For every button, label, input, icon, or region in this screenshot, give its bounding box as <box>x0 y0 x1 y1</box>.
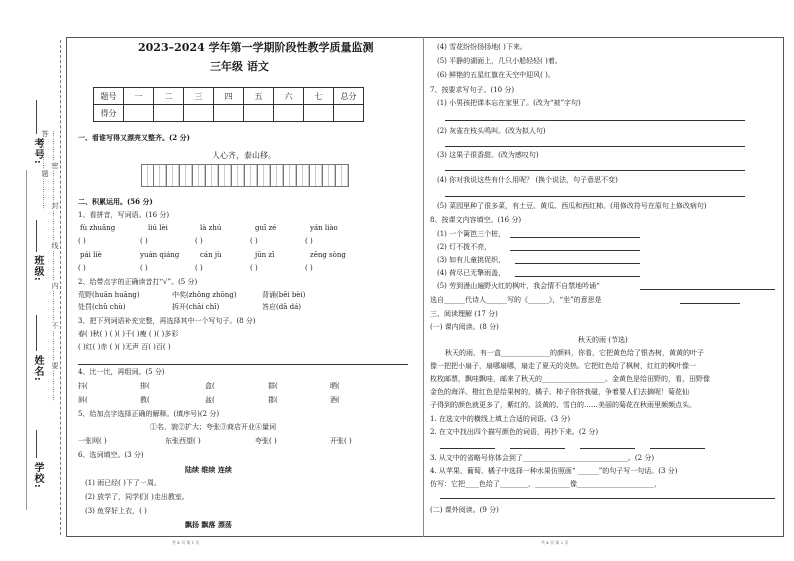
passage-line: 像一把把小扇子，扇哪扇哪，扇走了夏天的炎热。它把红色给了枫树，红红的枫叶像一 <box>430 362 696 370</box>
q1-copy-text: 人心齐，泰山移。 <box>212 151 276 160</box>
cut-line <box>60 40 61 535</box>
answer-line[interactable] <box>445 196 745 197</box>
exam-number-label: 考号: <box>32 138 43 165</box>
answer-line[interactable] <box>510 448 565 449</box>
idiom-line[interactable]: ( )红( )赤 ( )( )无声 百( )百( ) <box>78 343 171 351</box>
fill-item[interactable]: (3) 鱼穿好上衣，( ) <box>85 507 147 515</box>
passage-line: 金色的海洋。橙红色是给果树的，橘子、柿子你挤我碰，争着要人们去摘呢！菊花仙 <box>430 388 689 396</box>
score-header-cell: 一 <box>124 88 154 105</box>
score-cell[interactable] <box>184 105 214 122</box>
answer-line[interactable] <box>580 448 635 449</box>
exam-number-line <box>36 100 37 134</box>
q8-heading: 8、按课文内容填空。(16 分) <box>430 216 522 224</box>
fill-item[interactable]: (2) 放学了，同学们( )走出教室。 <box>85 493 189 501</box>
compare-item[interactable]: 教( <box>140 396 150 404</box>
name-line <box>36 315 37 351</box>
pinyin: cán jù <box>200 251 222 259</box>
compare-item[interactable]: 盆( <box>205 396 215 404</box>
score-header-cell: 五 <box>244 88 274 105</box>
compare-item[interactable]: 郡( <box>268 396 278 404</box>
score-header-cell: 七 <box>304 88 334 105</box>
pinyin: jūn zī <box>255 251 275 259</box>
score-header-cell: 六 <box>274 88 304 105</box>
rewrite-item: (1) 小男孩把课本忘在家里了。(改为“被”字句) <box>437 99 581 107</box>
passage-title: 秋天的雨 (节选) <box>578 336 628 344</box>
q3-heading: 三、阅读理解 (17 分) <box>430 310 498 318</box>
pinyin: guī zé <box>255 224 277 232</box>
answer-line[interactable] <box>510 250 640 251</box>
meaning-options: ①名，貌②扩大；夸张③商店开业④量词 <box>150 423 276 431</box>
binding-margin <box>0 0 66 561</box>
page-footer-right: 共 4 页 第 2 页 <box>541 540 569 545</box>
class-label: 班级: <box>32 255 43 282</box>
answer-blank[interactable]: ( ) <box>140 264 148 272</box>
fill-item[interactable]: (6) 鲜艳的五星红旗在天空中迎风( )。 <box>437 71 555 79</box>
pinyin: liú lèi <box>148 224 168 232</box>
grade-subject: 三年级 语文 <box>210 60 269 73</box>
answer-blank[interactable]: ( ) <box>195 237 203 245</box>
score-header-cell: 四 <box>214 88 244 105</box>
answer-blank[interactable]: ( ) <box>195 264 203 272</box>
answer-line[interactable] <box>440 448 495 449</box>
compare-item[interactable]: 斜( <box>78 396 88 404</box>
reading-option[interactable]: 答应(dā dá) <box>262 303 301 311</box>
idiom-line[interactable]: 春( )秋( ) ( )( )千( )瘦 ( )( )多彩 <box>78 330 179 338</box>
reading-question: 1. 在选文中的横线上填上合适的词语。(3 分) <box>430 415 571 423</box>
answer-line[interactable] <box>510 237 640 238</box>
q1-heading: 一、看谁写得又漂亮又整齐。(2 分) <box>78 133 190 142</box>
recite-item: (4) 荷尽已无擎雨盖， <box>437 269 506 277</box>
column-divider <box>423 37 424 537</box>
school-line <box>36 430 37 458</box>
answer-blank[interactable]: ( ) <box>250 264 258 272</box>
score-cell[interactable] <box>274 105 304 122</box>
answer-line[interactable] <box>445 146 745 147</box>
q7-heading: 7、按要求写句子。(10 分) <box>430 86 515 94</box>
meaning-item[interactable]: 开张( ) <box>330 437 352 445</box>
answer-line[interactable] <box>650 448 705 449</box>
page-footer-left: 共 4 页 第 1 页 <box>172 540 200 545</box>
answer-line[interactable] <box>445 170 745 171</box>
meaning-item[interactable]: 夸张( ) <box>255 437 277 445</box>
compare-item[interactable]: 群( <box>268 382 278 390</box>
answer-line[interactable] <box>680 303 740 304</box>
exam-title: 2023–2024 学年第一学期阶段性教学质量监测 <box>138 41 374 54</box>
pinyin: là zhú <box>200 224 222 232</box>
answer-blank[interactable]: ( ) <box>250 237 258 245</box>
rewrite-item: (2) 灰雀在枝头鸣叫。(改为拟人句) <box>437 127 546 135</box>
word-choices: 陆续 维续 连续 <box>185 465 232 474</box>
passage-line: 秋天的雨，有一盒______________的颜料，你看，它把黄色给了银杏树，黄黄的叶子 <box>445 349 704 357</box>
score-value-row <box>94 105 364 122</box>
meaning-item[interactable]: 一张网( ) <box>78 437 107 445</box>
score-cell[interactable] <box>304 105 334 122</box>
q2-5-heading: 5、给加点字选择正确的解释。(填序号)(2 分) <box>78 410 220 418</box>
pinyin: pái liè <box>80 251 102 259</box>
score-header-cell: 三 <box>184 88 214 105</box>
writing-grid[interactable] <box>141 164 349 187</box>
fill-item[interactable]: (4) 雪花纷纷扬扬地( )下来。 <box>437 43 527 51</box>
margin-rule <box>26 170 27 510</box>
answer-line[interactable] <box>515 276 640 277</box>
reading-part2-heading: (二) 课外阅读。(9 分) <box>430 506 499 514</box>
compare-item[interactable]: 抖( <box>78 382 88 390</box>
score-row-label: 得分 <box>94 105 124 122</box>
reading-part1-heading: (一) 课内阅读。(8 分) <box>430 323 499 331</box>
pinyin: yán liào <box>310 224 338 232</box>
score-header-row <box>94 88 364 105</box>
q2-2-heading: 2、给带点字的正确读音打“√”。(5 分) <box>78 278 198 286</box>
sentence-answer-line[interactable] <box>78 364 408 365</box>
compare-item[interactable]: 盒( <box>205 382 215 390</box>
compare-item[interactable]: 排( <box>140 382 150 390</box>
imitation-line[interactable]: 仿写：它把____色给了________，__________像______________________， <box>430 480 661 488</box>
score-cell[interactable] <box>154 105 184 122</box>
passage-line: 枚枚邮票，飘哇飘哇，邮来了秋天的__________________。金黄色是给田野的，看，田野像 <box>430 375 710 383</box>
score-header-cell: 总分 <box>334 88 364 105</box>
answer-blank[interactable]: ( ) <box>305 237 313 245</box>
reading-option[interactable]: 荒野(huān huāng) <box>78 291 140 299</box>
recite-item: (2) 灯不拨不亮， <box>437 243 492 251</box>
answer-blank[interactable]: ( ) <box>78 264 86 272</box>
recite-item: 选自______代诗人______写的《______》，“坐”的意思是 <box>430 296 602 304</box>
pinyin: yuán qiáng <box>140 251 180 259</box>
recite-item: (3) 如有儿童挑促织， <box>437 256 506 264</box>
answer-blank[interactable]: ( ) <box>78 237 86 245</box>
recite-item: (1) 一个篱笆三个桩， <box>437 230 506 238</box>
score-cell[interactable] <box>334 105 364 122</box>
answer-blank[interactable]: ( ) <box>305 264 313 272</box>
answer-line[interactable] <box>640 289 775 290</box>
compare-item[interactable]: 晒( <box>330 382 340 390</box>
reading-option[interactable]: 中奖(zhǒng zhōng) <box>172 291 237 299</box>
answer-line[interactable] <box>440 498 775 499</box>
rewrite-item: (3) 这果子很香甜。(改为感叹句) <box>437 151 539 159</box>
reading-option[interactable]: 背诵(bēi bèi) <box>262 291 306 299</box>
q2-6-heading: 6、选词填空。(3 分) <box>78 451 144 459</box>
answer-blank[interactable]: ( ) <box>140 237 148 245</box>
reading-option[interactable]: 拆开(chāi chī) <box>172 303 220 311</box>
score-table <box>93 87 364 122</box>
compare-item[interactable]: 酒( <box>330 396 340 404</box>
reading-question: 4. 从苹果、葡萄、橘子中选择一种水果仿照画“ ______”的句子写一句话。(3 分) <box>430 467 678 475</box>
score-header-cell: 题号 <box>94 88 124 105</box>
answer-line[interactable] <box>445 120 745 121</box>
word-choices: 飘扬 飘落 漂荡 <box>185 520 232 529</box>
meaning-item[interactable]: 东张西望( ) <box>165 437 201 445</box>
rewrite-item: (4) 你对我说这些有什么用呢？ (换个说法，句子意思不变) <box>437 176 618 184</box>
passage-line: 子得到的颜色就更多了，紫红的、淡黄的、雪白的……美丽的菊花在秋雨里频频点头。 <box>430 401 696 409</box>
answer-line[interactable] <box>515 263 640 264</box>
fill-item[interactable]: (1) 雨已经( )下了一周。 <box>85 479 161 487</box>
score-cell[interactable] <box>214 105 244 122</box>
school-label: 学校: <box>32 462 43 489</box>
seal-text: …………密…………封…………线…………内…………不…………要…………答…………题………… <box>41 130 59 402</box>
name-label: 姓名: <box>32 355 43 382</box>
q2-heading: 二、积累运用。(56 分) <box>78 197 153 206</box>
rewrite-item: (5) 菜园里种了很多菜，有土豆、黄瓜、西瓜和西红柿。(用修改符号在原句上修改病句) <box>437 202 707 210</box>
score-header-cell: 二 <box>154 88 184 105</box>
fill-item[interactable]: (5) 平静的湖面上，几只小船轻轻( )着。 <box>437 57 562 65</box>
q2-4-heading: 4、比一比，再组词。(5 分) <box>78 368 165 376</box>
reading-option[interactable]: 处罚(chǔ chù) <box>78 303 126 311</box>
q2-1-heading: 1、看拼音，写词语。(16 分) <box>78 211 170 219</box>
score-cell[interactable] <box>244 105 274 122</box>
q2-3-heading: 3、把下列词语补充完整，再选择其中一个写句子。(8 分) <box>78 317 256 325</box>
score-cell[interactable] <box>124 105 154 122</box>
reading-question: 2. 在文中找出四个描写颜色的词语，再抄下来。(2 分) <box>430 428 599 436</box>
pinyin: fù zhuāng <box>80 224 116 232</box>
pinyin: zēng sòng <box>310 251 346 259</box>
class-line <box>36 220 37 252</box>
reading-question: 3. 从文中的省略号你体会到了______________________________。(2 分) <box>430 454 655 462</box>
recite-item: (5) 劳到漫山遍野火红的枫叶，我会情不自禁地吟诵“ <box>437 282 600 290</box>
